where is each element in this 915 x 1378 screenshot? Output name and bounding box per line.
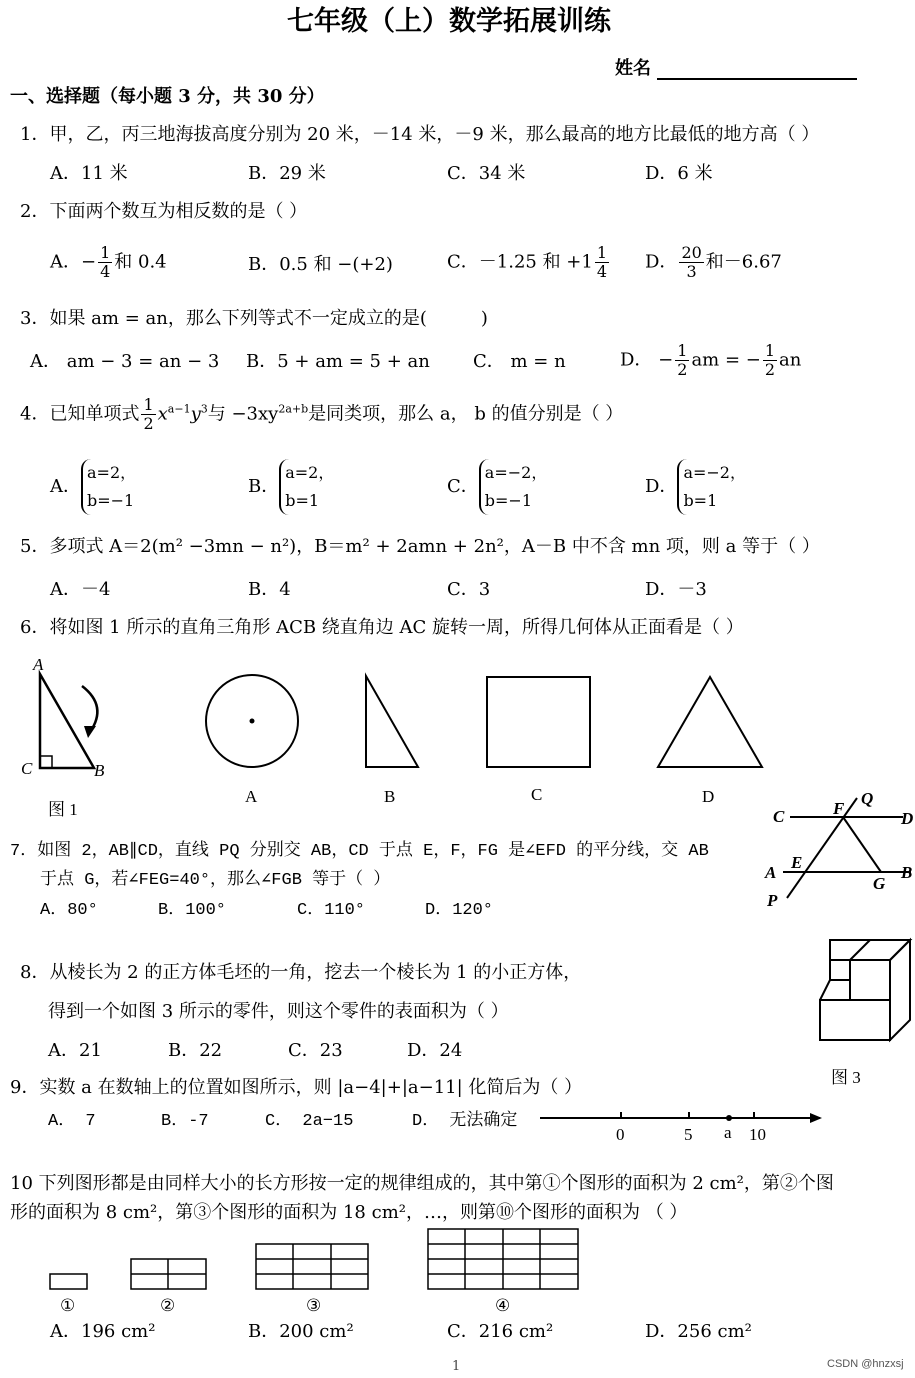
figure-1-triangle: [21, 655, 105, 819]
q7-option-c: C．110°: [297, 901, 366, 920]
q9-option-b: B．-7: [161, 1112, 209, 1131]
q8-option-b: B．22: [168, 1040, 223, 1061]
q1-option-c: C．34 米: [447, 163, 526, 184]
rectangle-patterns: [0, 1225, 915, 1315]
svg-text:D: D: [702, 787, 715, 806]
q4-option-c: C． a=−2， b=−1: [447, 459, 547, 515]
question-1: 1．甲，乙，丙三地海拔高度分别为 20 米，－14 米，－9 米，那么最高的地方比最低的地方高（ ）: [20, 124, 820, 145]
rotation-arrow-icon: [82, 686, 97, 732]
figure-2-parallel-lines: [765, 789, 915, 910]
q10-option-c: C．216 cm²: [447, 1321, 554, 1342]
q3-option-d: D． − $\frac{1}{2}$ am = − $\frac{1}{2}$ an: [620, 341, 802, 379]
option-c-square: [487, 677, 590, 804]
q4-option-a: A． a=2， b=−1: [50, 459, 136, 515]
svg-text:C: C: [773, 807, 785, 826]
question-6: 6．将如图 1 所示的直角三角形 ACB 绕直角边 AC 旋转一周，所得几何体从正面看是（ ）: [20, 617, 744, 638]
q5-option-c: C．3: [447, 579, 491, 600]
svg-text:a: a: [724, 1123, 732, 1142]
q8-option-c: C．23: [288, 1040, 343, 1061]
svg-text:③: ③: [306, 1296, 322, 1315]
q5-option-d: D．－3: [645, 579, 707, 600]
q4-option-b: B． a=2， b=1: [248, 459, 334, 515]
fig1-label-b: B: [94, 761, 105, 780]
point-a: [726, 1115, 732, 1121]
svg-text:D: D: [901, 809, 914, 828]
q1-option-a: A．11 米: [50, 163, 128, 184]
svg-text:10: 10: [749, 1125, 766, 1144]
svg-text:P: P: [767, 891, 778, 910]
svg-text:G: G: [873, 874, 886, 893]
q9-option-c: C． 2a−15: [265, 1112, 354, 1131]
svg-text:②: ②: [160, 1296, 176, 1315]
section-heading: 一、选择题（每小题 3 分，共 30 分）: [10, 86, 325, 107]
question-3: 3．如果 am = an，那么下列等式不一定成立的是( ): [20, 308, 488, 329]
watermark: CSDN @hnzxsj: [827, 1358, 904, 1370]
fig3-caption: 图 3: [831, 1068, 861, 1087]
question-9: 9．实数 a 在数轴上的位置如图所示，则 |a−4|+|a−11| 化简后为（ ）: [10, 1077, 583, 1098]
svg-text:B: B: [901, 863, 913, 882]
q2-option-b: B．0.5 和 −(+2): [248, 254, 393, 275]
q1-option-b: B．29 米: [248, 163, 326, 184]
q9-option-d: D． 无法确定: [412, 1112, 518, 1131]
question-4: 4．已知单项式 $\frac{1}{2}$ $x^{a-1}y^3$与 $-3xy^{2a+b}$是同类项，那么 a， b 的值分别是（ ）: [20, 395, 624, 433]
option-b-triangle: [366, 676, 418, 806]
q10-option-d: D．256 cm²: [645, 1321, 752, 1342]
q3-option-c: C． m = n: [473, 351, 566, 372]
name-label: 姓名: [615, 58, 651, 79]
q7-option-a: A．80°: [40, 901, 98, 920]
name-underline[interactable]: [657, 60, 857, 80]
option-a-circle: [206, 675, 298, 806]
q2-option-c: C．－1.25 和 +1 $\frac{1}{4}$: [447, 243, 608, 281]
page-number: 1: [452, 1359, 461, 1374]
question-2: 2．下面两个数互为相反数的是（ ）: [20, 201, 308, 222]
fig1-label-a: A: [33, 655, 44, 674]
q10-option-b: B．200 cm²: [248, 1321, 354, 1342]
question-5: 5．多项式 A＝2(m² −3mn − n²)，B＝m² + 2amn + 2n²，A－B 中不含 mn 项，则 a 等于（ ）: [20, 536, 820, 557]
svg-text:C: C: [531, 785, 543, 804]
svg-text:B: B: [384, 787, 396, 806]
question-10-line2: 形的面积为 8 cm²，第③个图形的面积为 18 cm²，…，则第⑩个图形的面积为 （ ）: [10, 1202, 688, 1223]
q7-option-d: D．120°: [425, 901, 494, 920]
q8-option-d: D．24: [407, 1040, 463, 1061]
q4-option-d: D． a=−2， b=1: [645, 459, 746, 515]
q5-option-a: A．－4: [50, 579, 111, 600]
svg-text:①: ①: [60, 1296, 76, 1315]
fig1-label-c: C: [21, 759, 33, 778]
question-10-line1: 10 下列图形都是由同样大小的长方形按一定的规律组成的，其中第①个图形的面积为 2 cm²，第②个图: [10, 1173, 834, 1194]
figure-3-cube: [815, 935, 915, 1085]
svg-text:A: A: [765, 863, 777, 882]
q3-option-b: B．5 + am = 5 + an: [246, 351, 430, 372]
svg-text:Q: Q: [861, 789, 874, 808]
question-8-line1: 8．从棱长为 2 的正方体毛坯的一角，挖去一个棱长为 1 的小正方体，: [20, 962, 582, 983]
svg-text:0: 0: [616, 1125, 625, 1144]
q7-option-b: B．100°: [158, 901, 227, 920]
name-field[interactable]: [615, 58, 857, 80]
number-line: [540, 1100, 830, 1150]
q8-option-a: A．21: [48, 1040, 102, 1061]
q5-option-b: B．4: [248, 579, 291, 600]
svg-text:5: 5: [684, 1125, 693, 1144]
axis-arrow-icon: [810, 1113, 822, 1123]
svg-text:A: A: [245, 787, 258, 806]
q1-option-d: D．6 米: [645, 163, 713, 184]
svg-text:④: ④: [495, 1296, 511, 1315]
q9-option-a: A． 7: [48, 1112, 96, 1131]
q2-option-d: D． $\frac{20}{3}$ 和－6.67: [645, 243, 782, 281]
page-title: 七年级（上）数学拓展训练: [287, 6, 611, 37]
q3-option-a: A． am − 3 = an − 3: [30, 351, 220, 372]
svg-text:F: F: [833, 799, 845, 818]
svg-text:E: E: [791, 853, 803, 872]
question-7-line1: 7．如图 2，AB∥CD，直线 PQ 分别交 AB，CD 于点 E，F，FG 是∠EFD 的平分线，交 AB: [10, 842, 709, 861]
q10-option-a: A．196 cm²: [50, 1321, 156, 1342]
fig1-caption: 图 1: [48, 800, 78, 819]
q2-option-a: A．− $\frac{1}{4}$ 和 0.4: [50, 243, 167, 281]
question-8-line2: 得到一个如图 3 所示的零件，则这个零件的表面积为（ ）: [48, 1001, 509, 1022]
option-d-triangle: [658, 677, 762, 806]
question-7-line2: 于点 G，若∠FEG=40°，那么∠FGB 等于（ ）: [40, 871, 391, 890]
